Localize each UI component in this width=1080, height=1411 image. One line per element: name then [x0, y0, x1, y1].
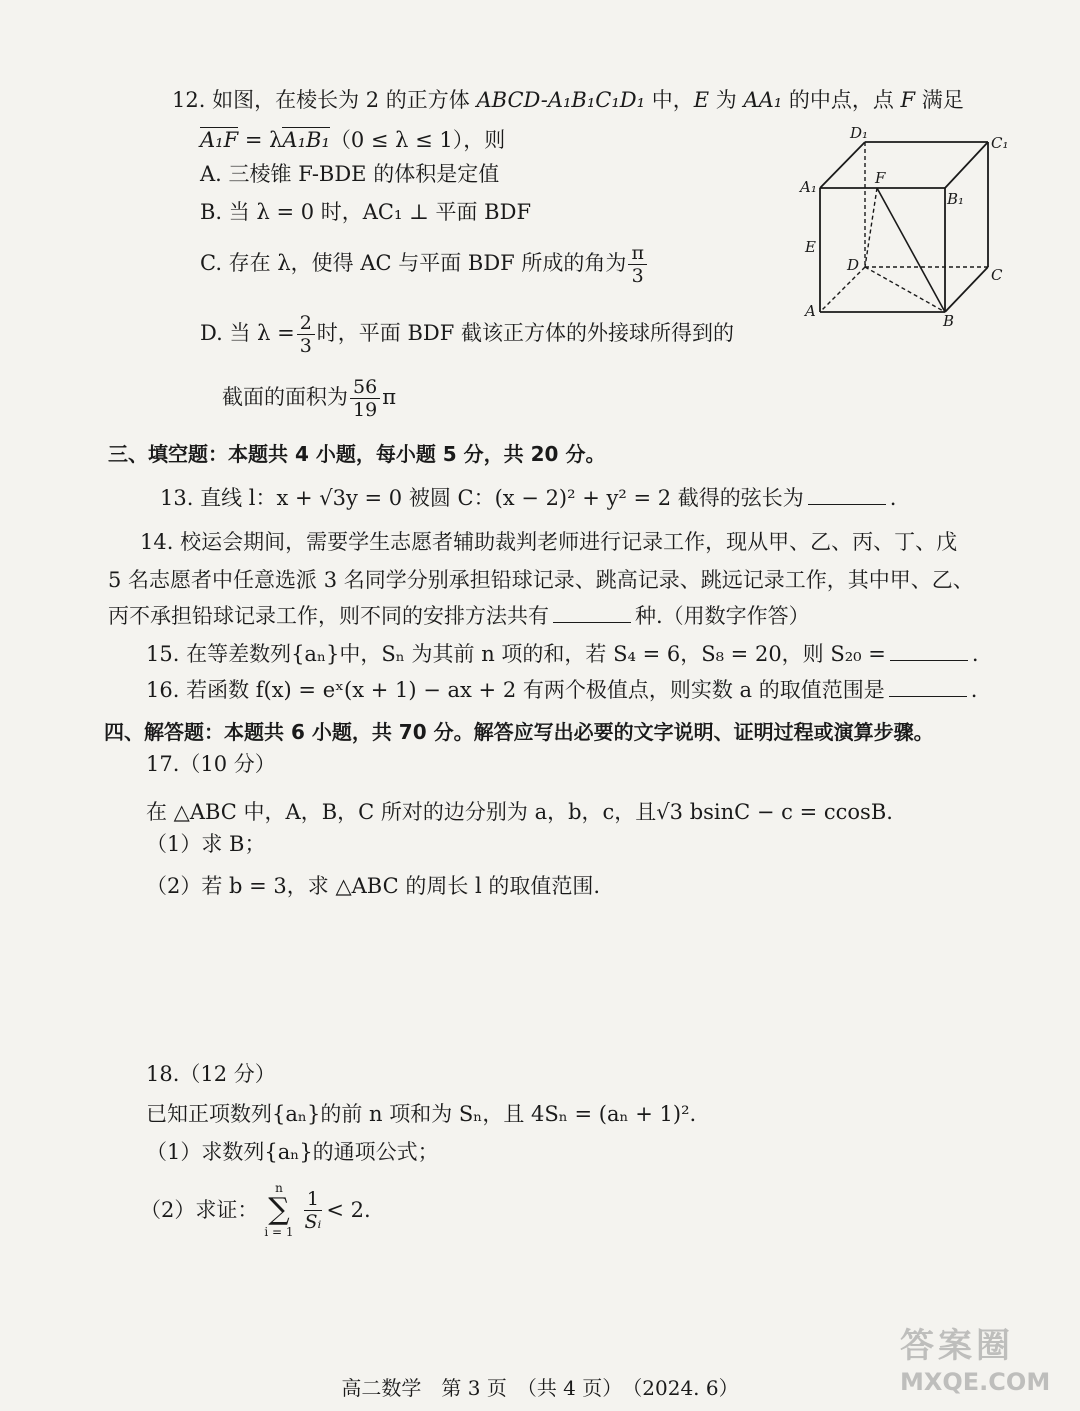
fraction-pi-over-3: $\frac{\pi}{3}$ [628, 242, 647, 287]
vector-a1f: A₁F [200, 128, 239, 152]
q14-line3: 丙不承担铅球记录工作，则不同的安排方法共有 种.（用数字作答） [108, 604, 810, 628]
label-a1: A₁ [800, 178, 817, 196]
watermark-url: MXQE.COM [900, 1368, 1051, 1396]
fraction-two-thirds: $\frac{2}{3}$ [297, 312, 315, 357]
answer-blank-16 [889, 678, 967, 697]
q17-stem: 在 △ABC 中，A，B，C 所对的边分别为 a，b，c，且√3 bsinC − c = ccosB. [146, 800, 893, 824]
q17-heading: 17.（10 分） [146, 752, 276, 776]
q18-part2: （2）求证： n ∑ i = 1 $\frac{1}{\text{Sᵢ}}$ < 2. [140, 1181, 371, 1239]
q17-part2: （2）若 b = 3，求 △ABC 的周长 l 的取值范围. [146, 874, 601, 898]
q13: 13. 直线 l：x + √3y = 0 被圆 C：(x − 2)² + y² = 2 截得的弦长为 . [160, 486, 897, 510]
q12-option-d: D. 当 λ = $\frac{2}{3}$ 时，平面 BDF 截该正方体的外接球所得到的 [200, 312, 734, 357]
q18-stem: 已知正项数列{aₙ}的前 n 项和为 Sₙ，且 4Sₙ = (aₙ + 1)². [146, 1102, 697, 1126]
q12-stem: 12. 如图，在棱长为 2 的正方体 ABCD-A₁B₁C₁D₁ 中，E 为 AA₁ 的中点，点 F 满足 [172, 88, 964, 112]
label-b: B [943, 312, 955, 330]
q16: 16. 若函数 f(x) = eˣ(x + 1) − ax + 2 有两个极值点，则实数 a 的取值范围是 . [146, 678, 978, 702]
label-d1: D₁ [850, 124, 869, 142]
label-d: D [847, 256, 860, 274]
q15: 15. 在等差数列{aₙ}中，Sₙ 为其前 n 项的和，若 S₄ = 6，S₈ = 20，则 S₂₀ = . [146, 642, 979, 666]
label-e: E [805, 238, 816, 256]
section-4-heading: 四、解答题：本题共 6 小题，共 70 分。解答应写出必要的文字说明、证明过程或演算步骤。 [104, 720, 934, 744]
cube-diagram [795, 120, 1015, 330]
label-c: C [991, 266, 1003, 284]
q12-option-a: A. 三棱锥 F-BDE 的体积是定值 [200, 162, 500, 186]
fraction-56-19: $\frac{56}{19}$ [350, 376, 380, 421]
q12-option-c: C. 存在 λ，使得 AC 与平面 BDF 所成的角为 $\frac{\pi}{3}$ [200, 242, 649, 287]
answer-blank-14 [553, 604, 631, 623]
q17-part1: （1）求 B； [146, 832, 266, 856]
label-a: A [805, 302, 816, 320]
q12-option-b: B. 当 λ = 0 时，AC₁ ⊥ 平面 BDF [200, 200, 532, 224]
label-b1: B₁ [947, 190, 965, 208]
q14-line2: 5 名志愿者中任意选派 3 名同学分别承担铅球记录、跳高记录、跳远记录工作，其中甲、乙、 [108, 568, 974, 592]
vector-a1b1: A₁B₁ [282, 128, 330, 152]
summation-symbol: n ∑ i = 1 [264, 1181, 294, 1239]
answer-blank-15 [890, 642, 968, 661]
watermark-logo-text: 答案圈 [900, 1326, 1014, 1366]
q18-part1: （1）求数列{aₙ}的通项公式； [146, 1140, 439, 1164]
q18-heading: 18.（12 分） [146, 1062, 276, 1086]
q12-condition: A₁F = λA₁B₁（0 ≤ λ ≤ 1），则 [200, 128, 506, 152]
label-c1: C₁ [991, 134, 1009, 152]
q14-line1: 14. 校运会期间，需要学生志愿者辅助裁判老师进行记录工作，现从甲、乙、丙、丁、戊 [140, 530, 958, 554]
answer-blank-13 [808, 486, 886, 505]
label-f: F [875, 169, 886, 187]
page-footer: 高二数学 第 3 页 （共 4 页） （2024. 6） [341, 1376, 739, 1400]
q12-option-d-cont: 截面的面积为 $\frac{56}{19}$ π [222, 376, 396, 421]
fraction-1-over-si: $\frac{1}{\text{Sᵢ}}$ [304, 1187, 322, 1233]
section-3-heading: 三、填空题：本题共 4 小题，每小题 5 分，共 20 分。 [108, 442, 606, 466]
